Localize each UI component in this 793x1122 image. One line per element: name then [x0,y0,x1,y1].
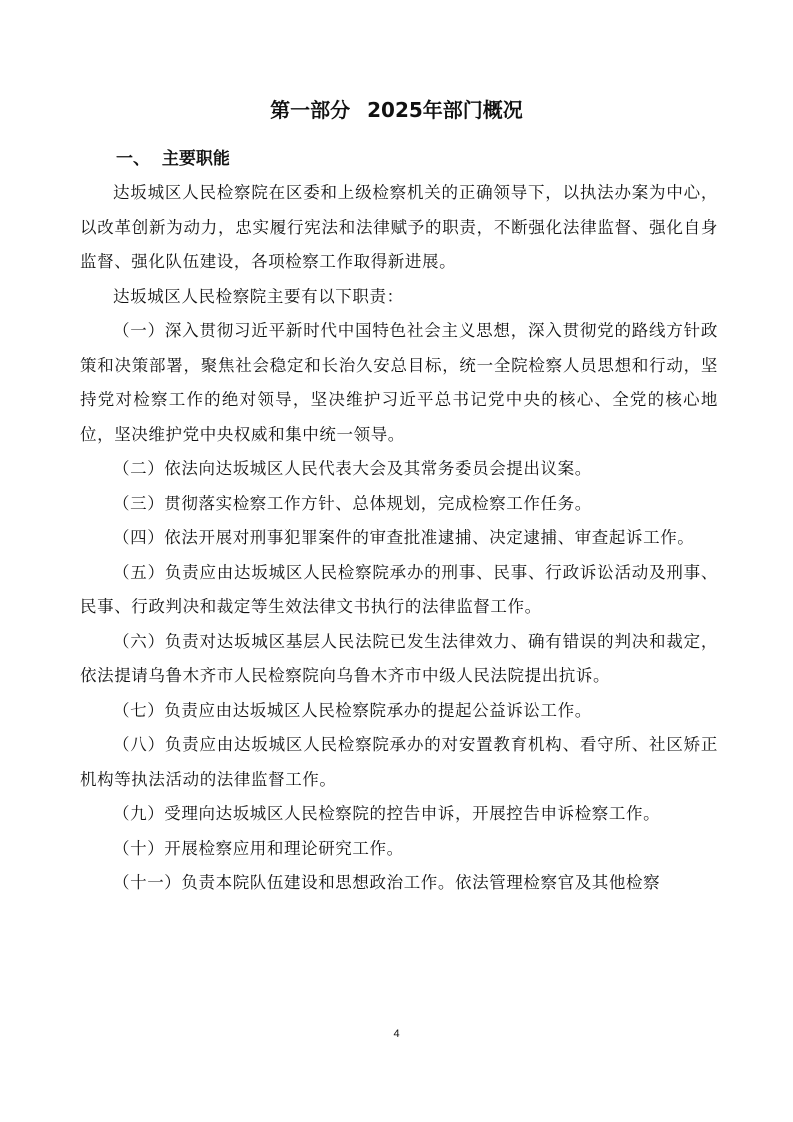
paragraph: （一）深入贯彻习近平新时代中国特色社会主义思想，深入贯彻党的路线方针政策和决策部署，聚焦社会稳定和长治久安总目标，统一全院检察人员思想和行动，坚持党对检察工作的绝对领导，坚决维护习近平总书记党中央的核心、全党的核心地位，坚决维护党中央权威和集中统一领导。 [80,321,718,444]
paragraph: （九）受理向达坂城区人民检察院的控告申诉，开展控告申诉检察工作。 [113,804,661,823]
paragraph: （六）负责对达坂城区基层人民法院已发生法律效力、确有错误的判决和裁定，依法提请乌鲁木齐市人民检察院向乌鲁木齐市中级人民法院提出抗诉。 [80,631,718,685]
section-heading: 一、 主要职能 [116,149,230,169]
document-title: 第一部分 2025年部门概况 [270,98,523,122]
paragraph: （四）依法开展对刑事犯罪案件的审查批准逮捕、决定逮捕、审查起诉工作。 [113,528,695,547]
paragraph: 达坂城区人民检察院在区委和上级检察机关的正确领导下，以执法办案为中心，以改革创新为动力，忠实履行宪法和法律赋予的职责，不断强化法律监督、强化自身监督、强化队伍建设，各项检察工作取得新进展。 [80,183,718,271]
paragraph: （十）开展检察应用和理论研究工作。 [113,838,404,858]
paragraph: （二）依法向达坂城区人民代表大会及其常务委员会提出议案。 [113,459,592,478]
body-text [80,176,718,901]
paragraph: 达坂城区人民检察院主要有以下职责： [113,286,404,306]
page-number: 4 [393,1028,400,1040]
paragraph: （八）负责应由达坂城区人民检察院承办的对安置教育机构、看守所、社区矫正机构等执法活动的法律监督工作。 [80,735,718,789]
paragraph: （三）贯彻落实检察工作方针、总体规划，完成检察工作任务。 [113,493,592,513]
paragraph: （七）负责应由达坂城区人民检察院承办的提起公益诉讼工作。 [113,700,592,720]
paragraph: （五）负责应由达坂城区人民检察院承办的刑事、民事、行政诉讼活动及刑事、民事、行政判决和裁定等生效法律文书执行的法律监督工作。 [80,562,718,616]
paragraph: （十一）负责本院队伍建设和思想政治工作。依法管理检察官及其他检察 [113,873,661,892]
